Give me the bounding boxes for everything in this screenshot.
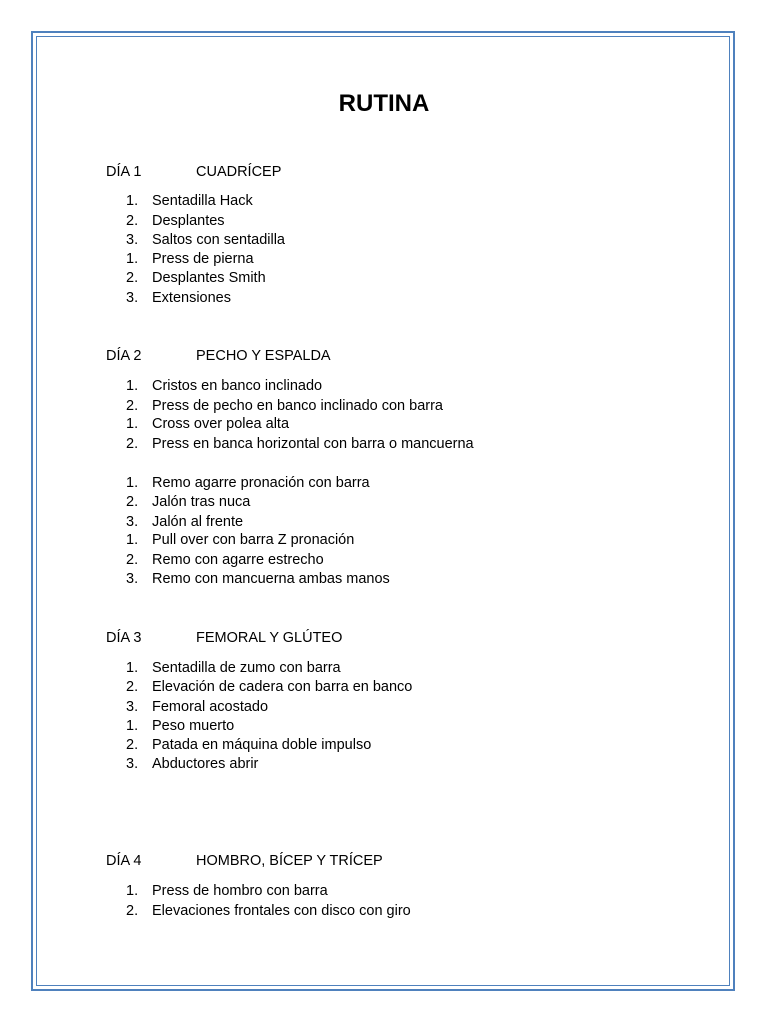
day-name: CUADRÍCEP	[196, 164, 282, 180]
list-item: 1. Remo agarre pronación con barra	[126, 475, 370, 491]
list-item: 2. Press en banca horizontal con barra o mancuerna	[126, 436, 474, 452]
day-label: DÍA 3	[106, 630, 142, 646]
list-item: 1. Sentadilla Hack	[126, 193, 253, 209]
list-item: 2. Desplantes Smith	[126, 270, 266, 286]
document-title: RUTINA	[338, 90, 430, 117]
day-name: HOMBRO, BÍCEP Y TRÍCEP	[196, 853, 383, 869]
list-item: 1. Cross over polea alta	[126, 416, 290, 432]
day-label: DÍA 2	[106, 348, 142, 364]
day-label: DÍA 1	[106, 164, 142, 180]
list-item: 3. Femoral acostado	[126, 699, 269, 715]
list-item: 2. Elevaciones frontales con disco con giro	[126, 903, 411, 919]
day-name: PECHO Y ESPALDA	[196, 348, 331, 364]
list-item: 3. Saltos con sentadilla	[126, 232, 285, 248]
list-item: 1. Press de pierna	[126, 251, 254, 267]
list-item: 3. Jalón al frente	[126, 514, 244, 530]
list-item: 2. Remo con agarre estrecho	[126, 552, 324, 568]
list-item: 1. Press de hombro con barra	[126, 883, 328, 899]
list-item: 2. Desplantes	[126, 213, 225, 229]
day-name: FEMORAL Y GLÚTEO	[196, 630, 343, 646]
list-item: 1. Sentadilla de zumo con barra	[126, 660, 341, 676]
list-item: 1. Cristos en banco inclinado	[126, 378, 323, 394]
list-item: 1. Peso muerto	[126, 718, 235, 734]
list-item: 2. Jalón tras nuca	[126, 494, 251, 510]
list-item: 3. Abductores abrir	[126, 756, 259, 772]
list-item: 3. Extensiones	[126, 290, 231, 306]
list-item: 3. Remo con mancuerna ambas manos	[126, 571, 390, 587]
day-heading	[106, 348, 331, 364]
list-item: 2. Patada en máquina doble impulso	[126, 737, 372, 753]
list-item: 2. Elevación de cadera con barra en banco	[126, 679, 413, 695]
list-item: 2. Press de pecho en banco inclinado con barra	[126, 398, 443, 414]
day-heading	[106, 853, 383, 869]
day-label: DÍA 4	[106, 853, 142, 869]
day-heading	[106, 630, 342, 646]
list-item: 1. Pull over con barra Z pronación	[126, 532, 355, 548]
day-heading	[106, 164, 281, 180]
